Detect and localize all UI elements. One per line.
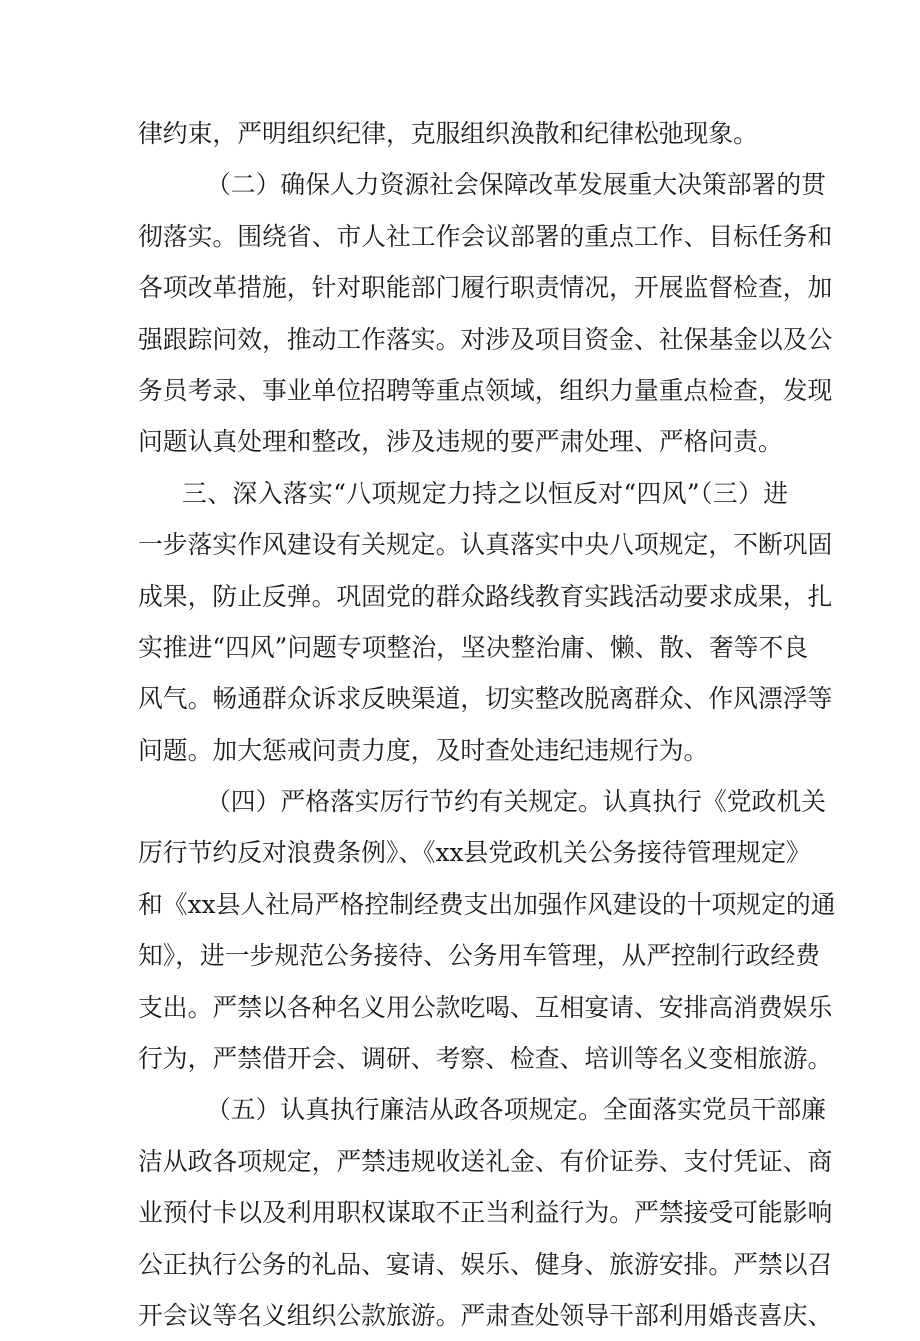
text-line: 行为，严禁借开会、调研、考察、检查、培训等名义变相旅游。 xyxy=(138,1044,833,1074)
text-line: 务员考录、事业单位招聘等重点领域，组织力量重点检查，发现 xyxy=(138,375,833,405)
text-line: 成果，防止反弹。巩固党的群众路线教育实践活动要求成果，扎 xyxy=(138,581,833,611)
text-line: 实推进“四风”问题专项整治，坚决整治庸、懒、散、奢等不良 xyxy=(138,632,809,662)
text-line: 强跟踪问效，推动工作落实。对涉及项目资金、社保基金以及公 xyxy=(138,324,833,354)
text-line: 公正执行公务的礼品、宴请、娱乐、健身、旅游安排。严禁以召 xyxy=(138,1249,833,1279)
text-line: 彻落实。围绕省、市人社工作会议部署的重点工作、目标任务和 xyxy=(138,221,833,251)
text-line: 开会议等名义组织公款旅游。严肃查处领导干部利用婚丧喜庆、 xyxy=(138,1300,833,1330)
text-line: 风气。畅通群众诉求反映渠道，切实整改脱离群众、作风漂浮等 xyxy=(138,684,833,714)
text-line: 一步落实作风建设有关规定。认真落实中央八项规定，不断巩固 xyxy=(138,530,833,560)
document-body xyxy=(138,108,836,1341)
text-line: 业预付卡以及利用职权谋取不正当利益行为。严禁接受可能影响 xyxy=(138,1198,833,1228)
text-line: 支出。严禁以各种名义用公款吃喝、互相宴请、安排高消费娱乐 xyxy=(138,992,833,1022)
text-line: 洁从政各项规定，严禁违规收送礼金、有价证券、支付凭证、商 xyxy=(138,1146,833,1176)
text-line: 问题。加大惩戒问责力度，及时查处违纪违规行为。 xyxy=(138,735,709,765)
text-line: 各项改革措施，针对职能部门履行职责情况，开展监督检查，加 xyxy=(138,273,833,303)
text-line: 问题认真处理和整改，涉及违规的要严肃处理、严格问责。 xyxy=(138,427,783,457)
text-line: 厉行节约反对浪费条例》、《xx县党政机关公务接待管理规定》 xyxy=(138,838,811,868)
text-line: 律约束，严明组织纪律，克服组织涣散和纪律松弛现象。 xyxy=(138,119,758,148)
section-heading-line: （四）严格落实厉行节约有关规定。认真执行《党政机关 xyxy=(206,787,826,817)
text-line: 和《xx县人社局严格控制经费支出加强作风建设的十项规定的通 xyxy=(138,889,836,919)
text-line: 知》，进一步规范公务接待、公务用车管理，从严控制行政经费 xyxy=(138,941,820,971)
section-heading-line: （二）确保人力资源社会保障改革发展重大决策部署的贯 xyxy=(206,170,826,200)
section-heading-line: （五）认真执行廉洁从政各项规定。全面落实党员干部廉 xyxy=(206,1095,826,1125)
section-heading-line: 三、深入落实“八项规定力持之以恒反对“四风”（三）进 xyxy=(182,478,788,508)
